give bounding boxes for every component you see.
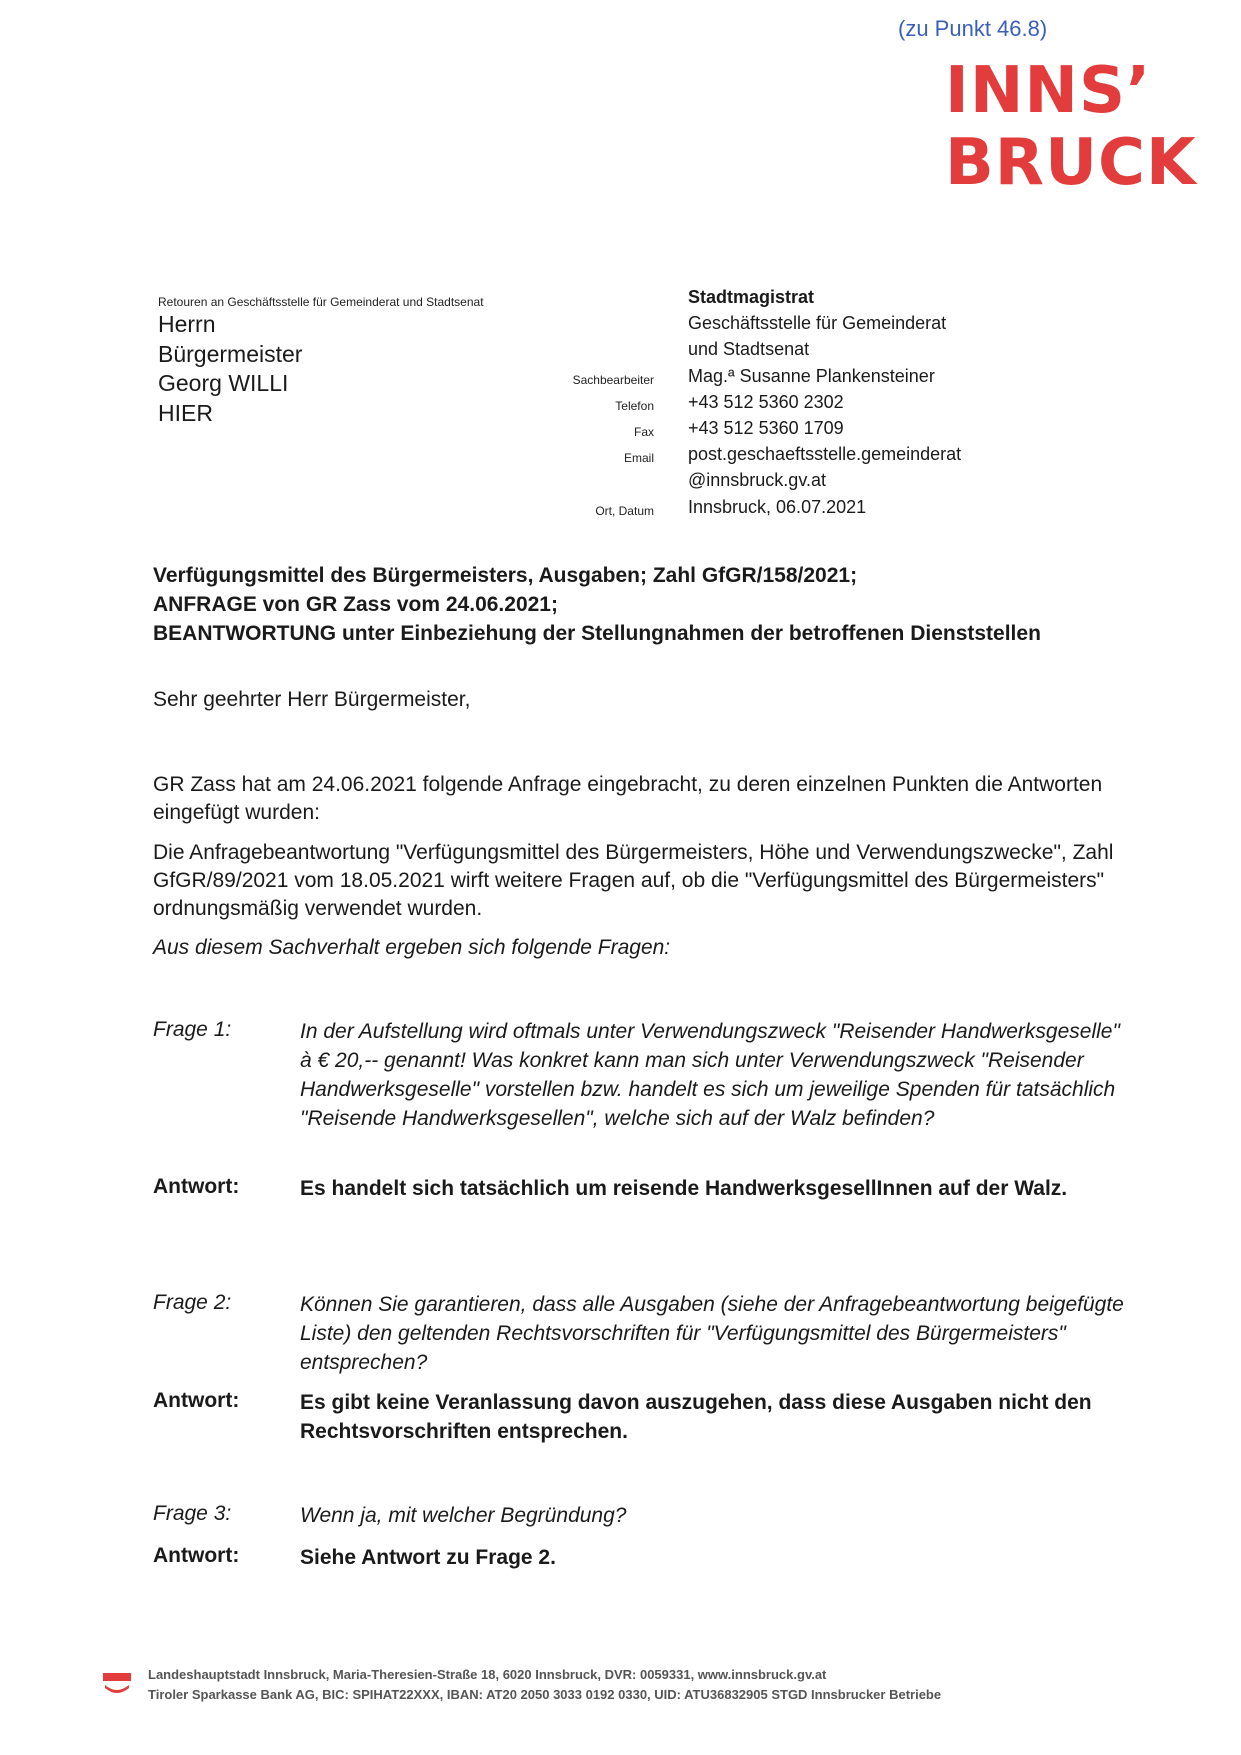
contact-row-email bbox=[520, 444, 1100, 470]
contact-row-place-date bbox=[520, 497, 1100, 523]
answer-label: Antwort: bbox=[153, 1544, 240, 1567]
contact-row-fax bbox=[520, 418, 1100, 444]
contact-label: Fax bbox=[633, 425, 654, 439]
contact-row-email-domain bbox=[520, 470, 1100, 496]
answer-label: Antwort: bbox=[153, 1175, 240, 1198]
flag-bridge-shape bbox=[105, 1685, 129, 1693]
contact-value: post.geschaeftsstelle.gemeinderat bbox=[688, 444, 962, 464]
contact-label: Telefon bbox=[615, 399, 654, 413]
contact-label: Email bbox=[623, 451, 654, 465]
subject-block bbox=[153, 561, 1041, 648]
agenda-reference: (zu Punkt 46.8) bbox=[898, 16, 1048, 41]
office-title: Stadtmagistrat bbox=[688, 287, 815, 307]
return-address-line: Retouren an Geschäftsstelle für Gemeinderat und Stadtsenat bbox=[158, 295, 484, 309]
background-paragraph: Die Anfragebeantwortung "Verfügungsmittel des Bürgermeisters, Höhe und Verwendungszwecke", Zahl GfGR/89/2021 vom 18.05.2021 wirft weitere Fragen auf, ob die "Verfügungsmittel des Bürgermeisters" ordnungsmäßig verwendet wurden. bbox=[153, 841, 1114, 920]
recipient-line: Bürgermeister bbox=[158, 340, 303, 367]
innsbruck-logo bbox=[945, 55, 1195, 199]
subject-line: Verfügungsmittel des Bürgermeisters, Ausgaben; Zahl GfGR/158/2021; bbox=[153, 564, 858, 587]
answer-text: Siehe Antwort zu Frage 2. bbox=[300, 1546, 556, 1569]
question-text: Wenn ja, mit welcher Begründung? bbox=[300, 1504, 627, 1527]
contact-value: +43 512 5360 2302 bbox=[688, 392, 844, 412]
contact-value: Innsbruck, 06.07.2021 bbox=[688, 497, 867, 517]
contact-row-clerk bbox=[520, 366, 1100, 392]
recipient-line: HIER bbox=[158, 399, 213, 426]
lead-in-paragraph: Aus diesem Sachverhalt ergeben sich folgende Fragen: bbox=[153, 936, 671, 959]
contact-value: Mag.ª Susanne Plankensteiner bbox=[688, 366, 935, 386]
contact-value: +43 512 5360 1709 bbox=[688, 418, 844, 438]
contact-label: Sachbearbeiter bbox=[572, 373, 654, 387]
footer-address-line: Landeshauptstadt Innsbruck, Maria-Theresien-Straße 18, 6020 Innsbruck, DVR: 0059331, www.innsbruck.gv.at bbox=[148, 1667, 827, 1682]
contact-label: Ort, Datum bbox=[595, 504, 654, 518]
question-label: Frage 2: bbox=[153, 1291, 232, 1314]
answer-text: Es gibt keine Veranlassung davon auszugehen, dass diese Ausgaben nicht den Rechtsvorschriften entsprechen. bbox=[300, 1391, 1092, 1443]
recipient-block bbox=[158, 310, 302, 428]
subject-line: ANFRAGE von GR Zass vom 24.06.2021; bbox=[153, 593, 558, 616]
answer-text: Es handelt sich tatsächlich um reisende HandwerksgesellInnen auf der Walz. bbox=[300, 1177, 1068, 1200]
office-unit-line-1: Geschäftsstelle für Gemeinderat bbox=[688, 313, 947, 333]
footer-bank-line: Tiroler Sparkasse Bank AG, BIC: SPIHAT22XXX, IBAN: AT20 2050 3033 0192 0330, UID: ATU36832905 STGD Innsbrucker Betriebe bbox=[148, 1687, 942, 1702]
logo-line-1: INNS’ bbox=[945, 54, 1152, 128]
question-text: In der Aufstellung wird oftmals unter Verwendungszweck "Reisender Handwerksgeselle" à € 20,-- genannt! Was konkret kann man sich unter Verwendungszweck "Reisender Handwerksgeselle" vorstellen bzw. handelt es sich um jeweilige Spenden für tatsächlich "Reisende Handwerksgesellen", welche sich auf der Walz befinden? bbox=[300, 1020, 1120, 1130]
answer-label: Antwort: bbox=[153, 1389, 240, 1412]
question-label: Frage 3: bbox=[153, 1502, 232, 1525]
intro-paragraph: GR Zass hat am 24.06.2021 folgende Anfrage eingebracht, zu deren einzelnen Punkten die Antworten eingefügt wurden: bbox=[153, 773, 1103, 824]
logo-line-2: BRUCK bbox=[945, 126, 1197, 200]
salutation: Sehr geehrter Herr Bürgermeister, bbox=[153, 688, 471, 711]
subject-line: BEANTWORTUNG unter Einbeziehung der Stellungnahmen der betroffenen Dienststellen bbox=[153, 622, 1041, 645]
city-flag-icon bbox=[103, 1673, 131, 1693]
question-text: Können Sie garantieren, dass alle Ausgaben (siehe der Anfragebeantwortung beigefügte Liste) den geltenden Rechtsvorschriften für "Verfügungsmittel des Bürgermeisters" entsprechen? bbox=[300, 1293, 1124, 1374]
recipient-line: Georg WILLI bbox=[158, 370, 289, 396]
question-label: Frage 1: bbox=[153, 1018, 232, 1041]
office-unit-line-2: und Stadtsenat bbox=[688, 339, 810, 359]
contact-value: @innsbruck.gv.at bbox=[688, 470, 826, 490]
recipient-line: Herrn bbox=[158, 311, 216, 337]
flag-top-bar bbox=[103, 1673, 131, 1681]
contact-row-phone bbox=[520, 392, 1100, 418]
